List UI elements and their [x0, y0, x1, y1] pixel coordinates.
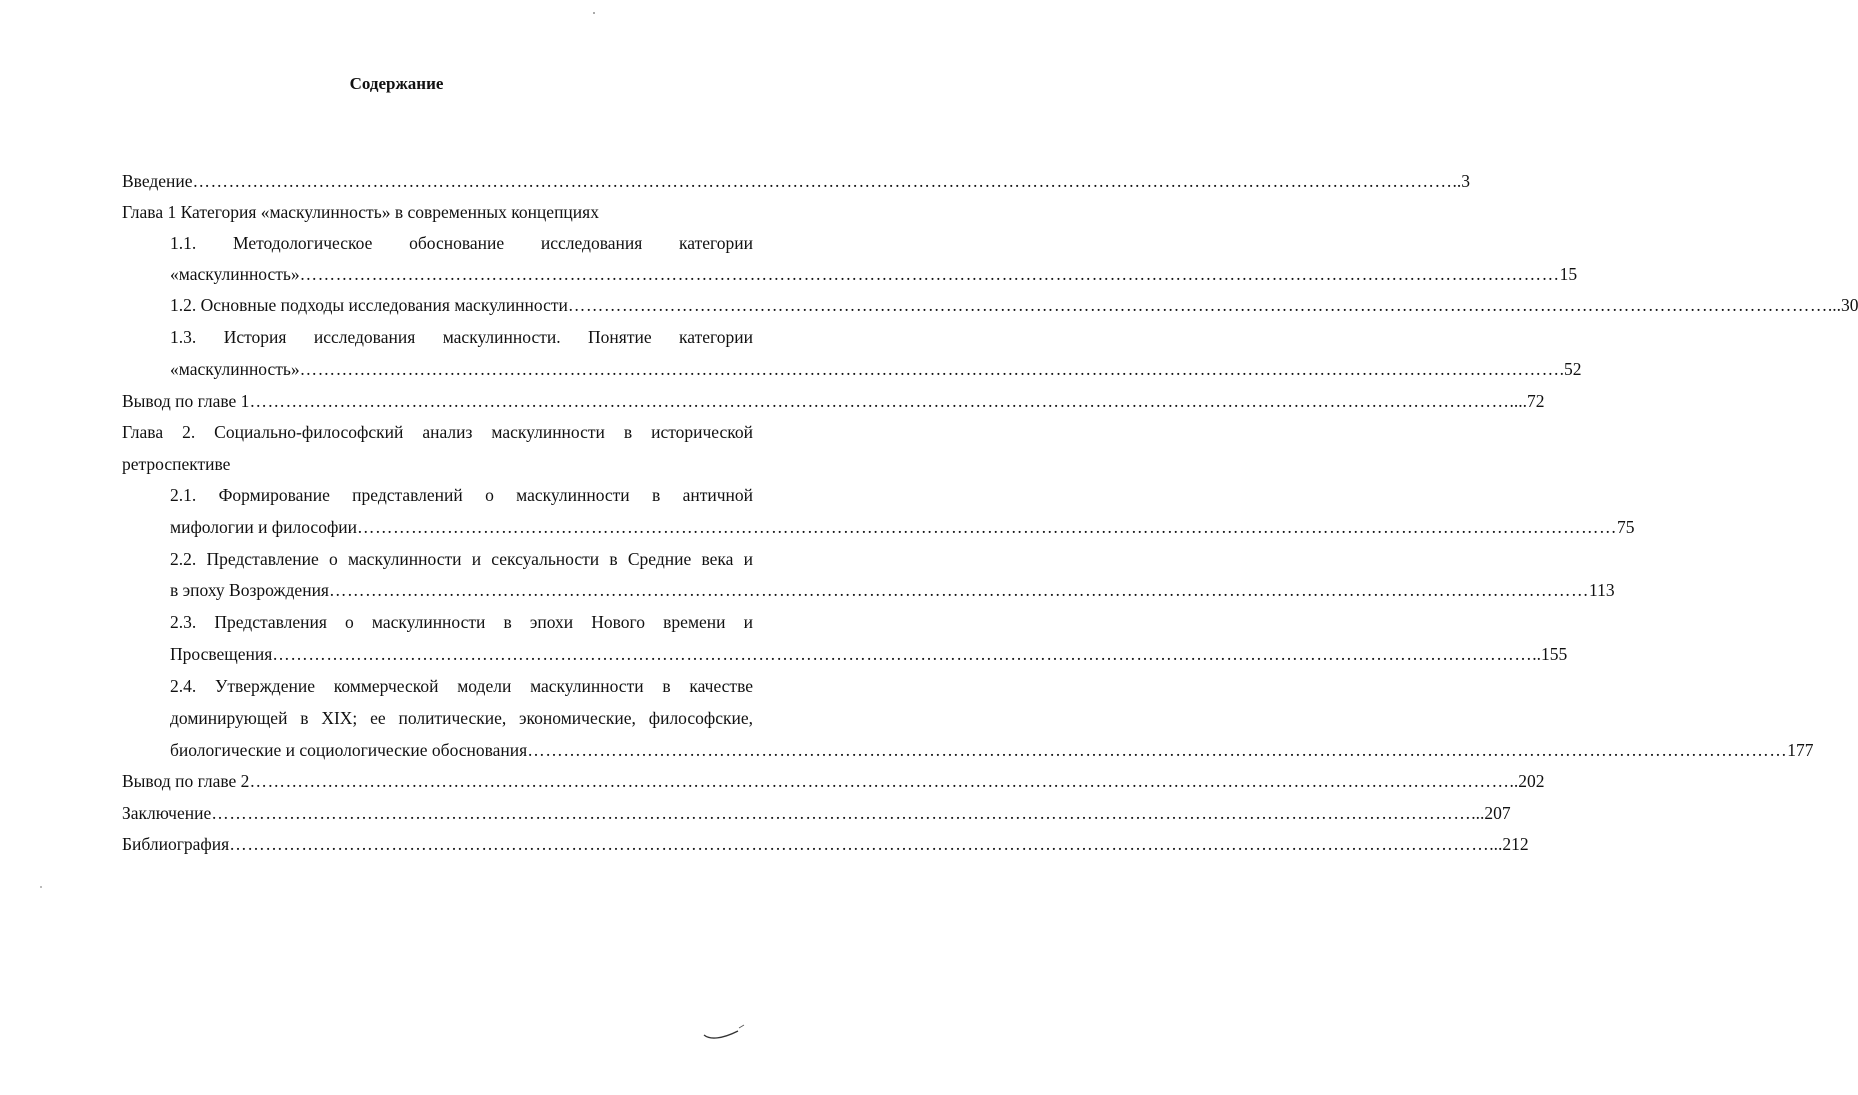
toc-leader: ………………………………………………………………………………………………………………………………………………………………………………………… [192, 171, 1453, 191]
toc-page: 15 [1559, 264, 1578, 284]
toc-page: ...212 [1489, 834, 1529, 854]
toc-section-1-1: 1.1. Методологическое обоснование исследования категории [170, 233, 753, 253]
toc-label: Вывод по главе 2 [122, 771, 250, 791]
toc-page: ....72 [1509, 391, 1545, 411]
toc-entry-intro [122, 170, 1471, 192]
toc-page: 113 [1588, 580, 1615, 600]
toc-section-2-2-cont [170, 579, 1615, 601]
toc-page: ...30 [1827, 295, 1858, 315]
toc-section-2-3: 2.3. Представления о маскулинности в эпохи Нового времени и [170, 612, 753, 632]
toc-page: ...207 [1471, 803, 1511, 823]
toc-label: мифологии и философии [170, 517, 358, 537]
toc-section-2-3-cont [170, 643, 1568, 665]
toc-chapter-1: Глава 1 Категория «маскулинность» в современных концепциях [122, 202, 599, 222]
toc-leader: ………………………………………………………………………………………………………………………………………………………………………………………… [249, 391, 1510, 411]
toc-section-2-4: 2.4. Утверждение коммерческой модели маскулинности в качестве [170, 676, 753, 696]
toc-section-1-3-cont [170, 358, 1582, 380]
toc-label: биологические и социологические обоснования [170, 740, 528, 760]
toc-section-2-4-cont: доминирующей в XIX; ее политические, экономические, философские, [170, 708, 753, 728]
toc-leader: ………………………………………………………………………………………………………………………………………………………………………………………… [249, 771, 1510, 791]
scan-speck [593, 12, 595, 14]
toc-page: 177 [1787, 740, 1814, 760]
toc-label: в эпоху Возрождения [170, 580, 329, 600]
toc-section-2-2: 2.2. Представление о маскулинности и сексуальности в Средние века и [170, 549, 753, 569]
toc-chapter-2-cont: ретроспективе [122, 454, 231, 474]
toc-leader: ………………………………………………………………………………………………………………………………………………………………………………………… [328, 580, 1589, 600]
toc-leader: ………………………………………………………………………………………………………………………………………………………………………………………… [357, 517, 1618, 537]
page-title: Содержание [349, 74, 444, 93]
toc-label: «маскулинность» [170, 359, 300, 379]
toc-page: ..3 [1452, 171, 1471, 191]
toc-entry-conclusion [122, 802, 1511, 824]
toc-page: ..202 [1509, 771, 1545, 791]
toc-entry-bibliography [122, 833, 1529, 855]
toc-section-1-1-cont [170, 263, 1578, 285]
toc-chapter-2: Глава 2. Социально-философский анализ маскулинности в исторической [122, 422, 753, 442]
toc-leader: ………………………………………………………………………………………………………………………………………………………………………………………… [229, 834, 1490, 854]
toc-leader: ………………………………………………………………………………………………………………………………………………………………………………………… [272, 644, 1533, 664]
toc-section-2-1: 2.1. Формирование представлений о маскулинности в античной [170, 485, 753, 505]
toc-page: ..155 [1532, 644, 1568, 664]
toc-label: Заключение [122, 803, 212, 823]
toc-label: Просвещения [170, 644, 273, 664]
toc-label: «маскулинность» [170, 264, 300, 284]
toc-label: 1.2. Основные подходы исследования маскулинности [170, 295, 568, 315]
toc-label: Библиография [122, 834, 230, 854]
toc-chapter-2-conclusion [122, 770, 1545, 792]
toc-label: Вывод по главе 1 [122, 391, 250, 411]
toc-leader: ………………………………………………………………………………………………………………………………………………………………………………………… [567, 295, 1828, 315]
toc-leader: ………………………………………………………………………………………………………………………………………………………………………………………… [211, 803, 1472, 823]
toc-label: Введение [122, 171, 193, 191]
toc-section-2-1-cont [170, 516, 1635, 538]
toc-section-1-2 [170, 294, 1858, 316]
toc-chapter-1-conclusion [122, 390, 1545, 412]
toc-section-1-3: 1.3. История исследования маскулинности. Понятие категории [170, 327, 753, 347]
toc-leader: ………………………………………………………………………………………………………………………………………………………………………………………… [527, 740, 1788, 760]
toc-page: .52 [1559, 359, 1582, 379]
scan-speck [40, 886, 42, 888]
toc-section-2-4-cont2 [170, 739, 1814, 761]
handwritten-mark-icon [700, 1022, 750, 1046]
toc-leader: ………………………………………………………………………………………………………………………………………………………………………………………… [299, 359, 1560, 379]
toc-leader: ………………………………………………………………………………………………………………………………………………………………………………………… [299, 264, 1560, 284]
toc-page: 75 [1617, 517, 1635, 537]
